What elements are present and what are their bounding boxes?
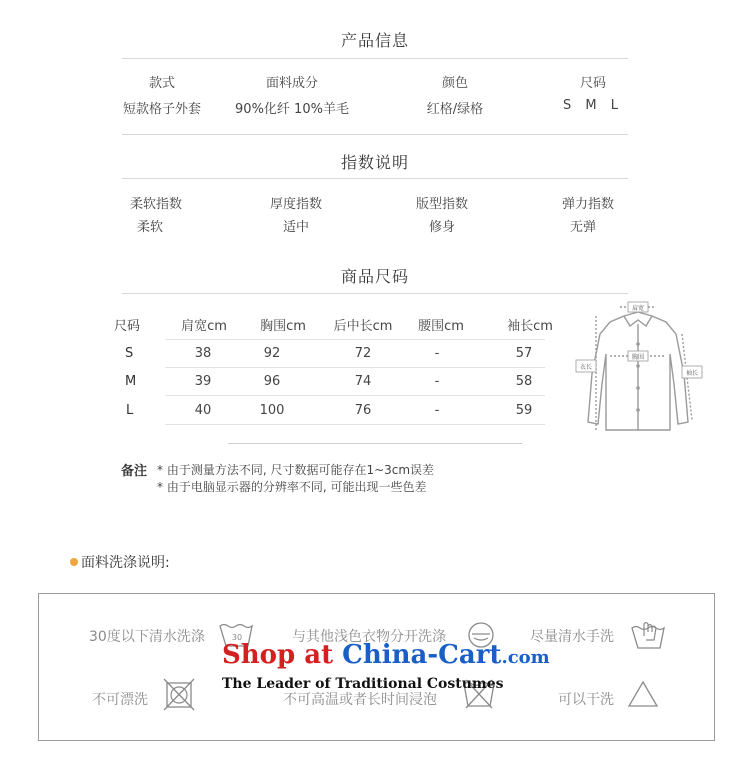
diagram-label-length: 衣长: [579, 364, 593, 371]
index-header-elastic: 弹力指数: [561, 197, 614, 212]
table-cell: 38: [194, 346, 212, 361]
table-cell: 59: [515, 403, 533, 418]
table-cell: 57: [515, 346, 533, 361]
care-text-no-soak: 不可高温或者长时间浸泡: [283, 692, 437, 708]
table-cell: 72: [354, 346, 372, 361]
table-cell: 96: [263, 374, 281, 389]
table-rule: [165, 395, 545, 396]
care-text-hand-wash: 尽量清水手洗: [530, 629, 614, 645]
table-cell: -: [434, 374, 440, 389]
table-cell: -: [434, 403, 440, 418]
product-value-fabric: 90%化纤 10%羊毛: [235, 102, 349, 117]
product-header-fabric: 面料成分: [265, 76, 318, 91]
table-cell: 40: [194, 403, 212, 418]
product-value-color: 红格/绿格: [426, 102, 484, 117]
product-header-style: 款式: [148, 76, 175, 91]
size-chart-title: 商品尺码: [340, 267, 409, 286]
index-info-title: 指数说明: [340, 153, 409, 172]
index-value-soft: 柔软: [136, 220, 163, 235]
notes-line-1: * 由于测量方法不同, 尺寸数据可能存在1~3cm误差: [157, 463, 435, 477]
product-header-color: 颜色: [441, 76, 468, 91]
diagram-label-sleeve: 袖长: [685, 370, 699, 377]
table-cell: 100: [259, 403, 285, 418]
table-cell: 92: [263, 346, 281, 361]
table-rule: [165, 339, 545, 340]
dry-clean-icon: [627, 679, 659, 709]
diagram-label-shoulder: 肩宽: [631, 305, 645, 312]
product-value-size: S M L: [563, 98, 623, 113]
care-text-wash-30: 30度以下清水洗涤: [89, 629, 205, 645]
watermark-site: China-Cart: [342, 640, 502, 670]
notes-label: 备注: [121, 464, 148, 479]
watermark-brand: [222, 640, 550, 670]
divider: [122, 134, 628, 135]
care-text-separate: 与其他浅色衣物分开洗涤: [292, 629, 446, 645]
size-col-header: 肩宽cm: [181, 319, 227, 334]
table-cell: 39: [194, 374, 212, 389]
divider: [122, 58, 628, 59]
care-title: 面料洗涤说明:: [81, 555, 170, 571]
bullet-icon: [70, 558, 78, 566]
size-col-header: 袖长cm: [507, 319, 553, 334]
divider: [122, 293, 628, 294]
size-col-header: 胸围cm: [260, 319, 306, 334]
divider: [122, 178, 628, 179]
watermark-tld: .com: [501, 647, 550, 668]
watermark-shop: Shop at: [222, 640, 343, 670]
index-value-fit: 修身: [428, 220, 455, 235]
watermark-tagline: The Leader of Traditional Costumes: [222, 676, 504, 692]
table-rule: [165, 367, 545, 368]
shirt-measurement-diagram: [572, 294, 706, 444]
size-row-s-label: S: [125, 346, 134, 361]
table-rule: [165, 424, 545, 425]
index-header-fit: 版型指数: [415, 197, 468, 212]
product-value-style: 短款格子外套: [122, 102, 201, 117]
index-value-elastic: 无弹: [569, 220, 596, 235]
divider: [228, 443, 522, 444]
size-col-header: 后中长cm: [333, 319, 393, 334]
index-header-soft: 柔软指数: [129, 197, 182, 212]
size-col-header: 尺码: [114, 319, 141, 334]
hand-wash-icon: [630, 618, 668, 650]
table-cell: 76: [354, 403, 372, 418]
wash-temp-label: 30: [231, 633, 243, 642]
no-bleach-icon: [163, 677, 195, 711]
care-text-no-bleach: 不可漂洗: [92, 692, 148, 708]
table-cell: -: [434, 346, 440, 361]
care-text-dry-clean: 可以干洗: [558, 692, 614, 708]
product-info-title: 产品信息: [340, 31, 409, 50]
size-row-l-label: L: [126, 403, 134, 418]
product-header-size: 尺码: [579, 76, 606, 91]
table-cell: 58: [515, 374, 533, 389]
notes-line-2: * 由于电脑显示器的分辨率不同, 可能出现一些色差: [157, 480, 427, 494]
size-row-m-label: M: [125, 374, 137, 389]
index-header-thickness: 厚度指数: [269, 197, 322, 212]
table-cell: 74: [354, 374, 372, 389]
diagram-label-chest: 胸围: [631, 354, 645, 361]
size-col-header: 腰围cm: [418, 319, 464, 334]
index-value-thickness: 适中: [282, 220, 309, 235]
